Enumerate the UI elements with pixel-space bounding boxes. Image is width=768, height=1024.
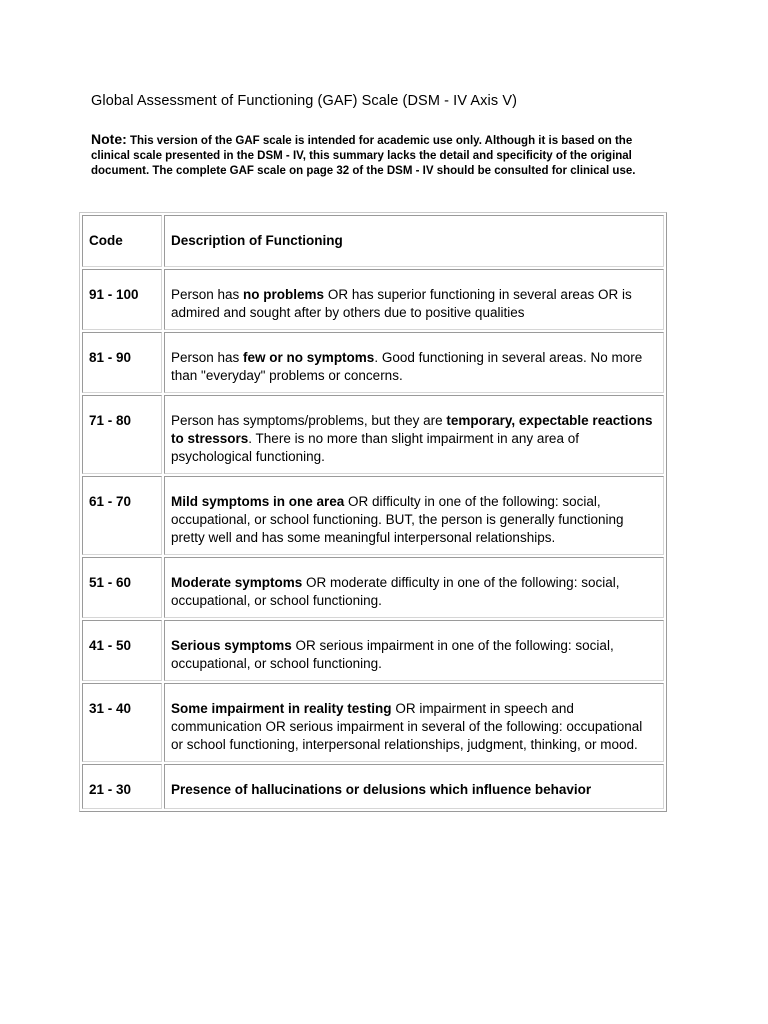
- table-row: [82, 620, 664, 681]
- description-text: OR moderate difficulty in one of the following: social, occupational, or school functioning.: [171, 575, 620, 608]
- table-row: [82, 269, 664, 330]
- table-row: [82, 395, 664, 474]
- functioning-description-cell: [164, 683, 664, 762]
- description-text: OR serious impairment in one of the following: social, occupational, or school functioning.: [171, 638, 614, 671]
- description-emphasis: Serious symptoms: [171, 638, 292, 653]
- note-label: Note:: [91, 131, 127, 147]
- description-emphasis: no problems: [243, 287, 325, 302]
- description-text: OR has superior functioning in several areas OR is admired and sought after by others due to positive qualities: [171, 287, 632, 320]
- description-emphasis: few or no symptoms: [243, 350, 375, 365]
- table-row: [82, 476, 664, 555]
- gaf-code-cell: 71 - 80: [82, 395, 162, 474]
- functioning-description-cell: [164, 476, 664, 555]
- table-row: [82, 332, 664, 393]
- functioning-description-cell: [164, 332, 664, 393]
- code-column-header: Code: [82, 215, 162, 267]
- gaf-code-cell: 41 - 50: [82, 620, 162, 681]
- academic-use-note: [91, 132, 671, 179]
- gaf-code-cell: 91 - 100: [82, 269, 162, 330]
- functioning-description-cell: [164, 269, 664, 330]
- description-text: Person has: [171, 287, 244, 302]
- gaf-code-cell: 61 - 70: [82, 476, 162, 555]
- gaf-code-cell: 21 - 30: [82, 764, 162, 809]
- description-emphasis: Mild symptoms in one area: [171, 494, 345, 509]
- description-text: Person has symptoms/problems, but they are: [171, 413, 447, 428]
- note-text: This version of the GAF scale is intended for academic use only. Although it is based on the clinical scale presented in the DSM - IV, this summary lacks the detail and specificity of the original document. The complete GAF scale on page 32 of the DSM - IV should be consulted for clinical use.: [91, 135, 636, 177]
- description-text: . Good functioning in several areas. No more than "everyday" problems or concerns.: [171, 350, 643, 383]
- gaf-scale-table: [79, 212, 667, 812]
- gaf-code-cell: 51 - 60: [82, 557, 162, 618]
- gaf-code-cell: 31 - 40: [82, 683, 162, 762]
- description-text: . There is no more than slight impairment in any area of psychological functioning.: [171, 431, 579, 464]
- table-header-row: [82, 215, 664, 267]
- description-text: OR impairment in speech and communication OR serious impairment in several of the following: occupational or school functioning, interpersonal relationships, judgment, thinking, or mood.: [171, 701, 643, 752]
- description-emphasis: Some impairment in reality testing: [171, 701, 392, 716]
- functioning-description-cell: [164, 557, 664, 618]
- table-row: [82, 683, 664, 762]
- description-emphasis: temporary, expectable reactions to stressors: [171, 413, 653, 446]
- table-row: [82, 557, 664, 618]
- table-row: [82, 764, 664, 809]
- description-column-header: Description of Functioning: [164, 215, 664, 267]
- functioning-description-cell: [164, 620, 664, 681]
- document-title: Global Assessment of Functioning (GAF) Scale (DSM - IV Axis V): [91, 93, 518, 109]
- description-text: Person has: [171, 350, 244, 365]
- gaf-code-cell: 81 - 90: [82, 332, 162, 393]
- functioning-description-cell: [164, 395, 664, 474]
- description-emphasis: Moderate symptoms: [171, 575, 303, 590]
- description-emphasis: Presence of hallucinations or delusions which influence behavior: [171, 782, 592, 797]
- functioning-description-cell: [164, 764, 664, 809]
- gaf-table-body: [82, 215, 664, 809]
- description-text: OR difficulty in one of the following: social, occupational, or school functioning. BUT, the person is generally functioning pretty well and has some meaningful interpersonal relationships.: [171, 494, 624, 545]
